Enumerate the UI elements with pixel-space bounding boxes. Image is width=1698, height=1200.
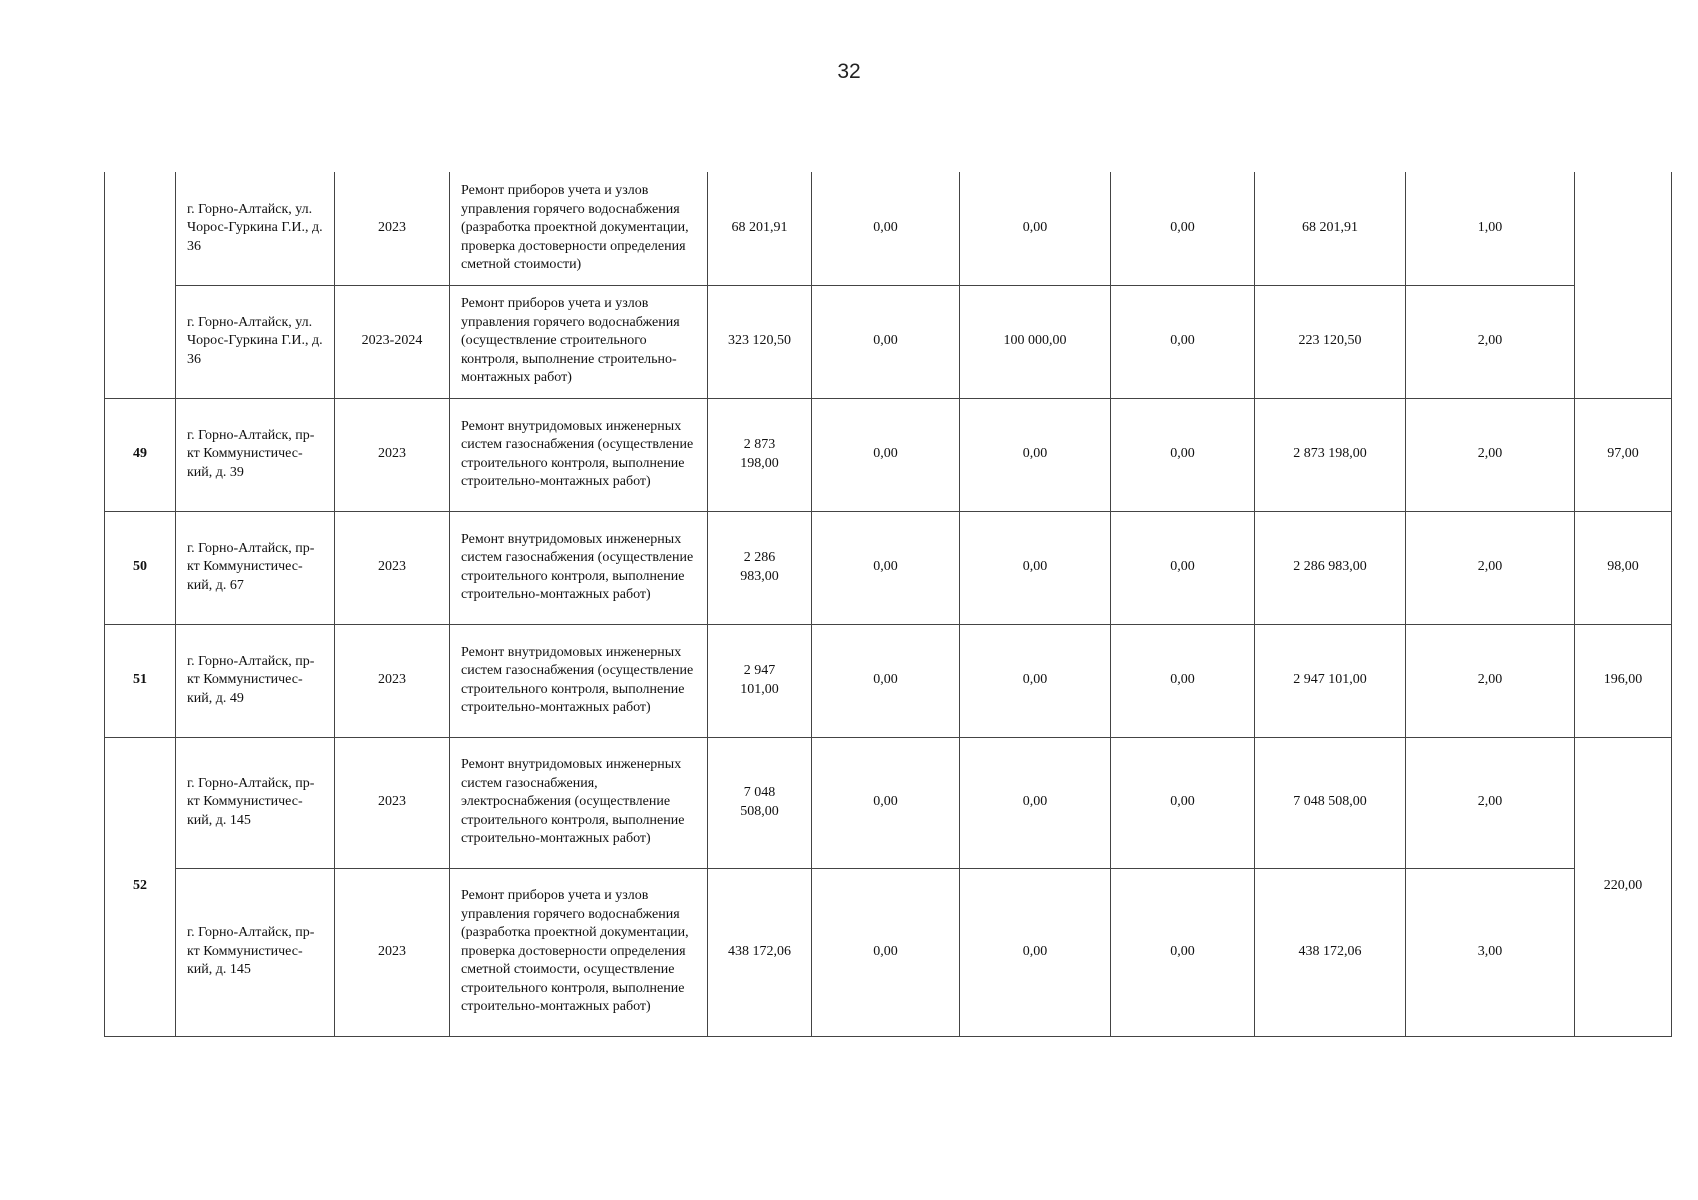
work-description-cell: Ремонт внутридомовых инженерных систем газоснабжения, электроснабжения (осуществление строительного контроля, выполнение строительно-монтажных работ) xyxy=(450,737,708,868)
last-column-cell: 98,00 xyxy=(1575,511,1672,624)
last-column-cell xyxy=(1575,172,1672,398)
row-number-cell: 50 xyxy=(105,511,176,624)
total-cost-cell: 323 120,50 xyxy=(708,285,812,398)
amount-cell: 2 286 983,00 xyxy=(1255,511,1406,624)
years-cell: 2023 xyxy=(335,511,450,624)
amount-cell: 0,00 xyxy=(812,868,960,1036)
address-cell: г. Горно-Алтайск, ул. Чорос-Гуркина Г.И., д. 36 xyxy=(176,285,335,398)
address-cell: г. Горно-Алтайск, пр-кт Коммунистичес-кий, д. 67 xyxy=(176,511,335,624)
table-row xyxy=(105,737,1672,868)
table-row xyxy=(105,511,1672,624)
amount-cell: 2 947 101,00 xyxy=(1255,624,1406,737)
work-description-cell: Ремонт приборов учета и узлов управления горячего водоснабжения (разработка проектной документации, проверка достоверности определения сметной стоимости, осуществление строительного контроля, выполнение строительно-монтажных работ) xyxy=(450,868,708,1036)
last-column-cell: 196,00 xyxy=(1575,624,1672,737)
value-cell: 2,00 xyxy=(1406,624,1575,737)
address-cell: г. Горно-Алтайск, пр-кт Коммунистичес-кий, д. 145 xyxy=(176,737,335,868)
years-cell: 2023 xyxy=(335,737,450,868)
value-cell: 2,00 xyxy=(1406,398,1575,511)
amount-cell: 0,00 xyxy=(1111,868,1255,1036)
amount-cell: 0,00 xyxy=(1111,624,1255,737)
page-number: 32 xyxy=(837,60,861,83)
table-row xyxy=(105,398,1672,511)
amount-cell: 0,00 xyxy=(1111,398,1255,511)
address-cell: г. Горно-Алтайск, ул. Чорос-Гуркина Г.И., д. 36 xyxy=(176,172,335,285)
amount-cell: 0,00 xyxy=(812,624,960,737)
total-cost-cell: 2 873 198,00 xyxy=(708,398,812,511)
table-row xyxy=(105,868,1672,1036)
amount-cell: 0,00 xyxy=(960,624,1111,737)
value-cell: 1,00 xyxy=(1406,172,1575,285)
amount-cell: 0,00 xyxy=(812,285,960,398)
last-column-cell: 97,00 xyxy=(1575,398,1672,511)
amount-cell: 0,00 xyxy=(1111,511,1255,624)
table-row xyxy=(105,172,1672,285)
amount-cell: 0,00 xyxy=(960,172,1111,285)
amount-cell: 0,00 xyxy=(960,868,1111,1036)
amount-cell: 0,00 xyxy=(1111,285,1255,398)
amount-cell: 0,00 xyxy=(812,511,960,624)
value-cell: 3,00 xyxy=(1406,868,1575,1036)
amount-cell: 0,00 xyxy=(812,172,960,285)
table-row xyxy=(105,285,1672,398)
work-description-cell: Ремонт внутридомовых инженерных систем газоснабжения (осуществление строительного контроля, выполнение строительно-монтажных работ) xyxy=(450,398,708,511)
total-cost-cell: 438 172,06 xyxy=(708,868,812,1036)
work-description-cell: Ремонт внутридомовых инженерных систем газоснабжения (осуществление строительного контроля, выполнение строительно-монтажных работ) xyxy=(450,624,708,737)
address-cell: г. Горно-Алтайск, пр-кт Коммунистичес-кий, д. 145 xyxy=(176,868,335,1036)
amount-cell: 2 873 198,00 xyxy=(1255,398,1406,511)
years-cell: 2023 xyxy=(335,624,450,737)
amount-cell: 0,00 xyxy=(812,398,960,511)
total-cost-cell: 2 947 101,00 xyxy=(708,624,812,737)
last-column-cell: 220,00 xyxy=(1575,737,1672,1036)
amount-cell: 100 000,00 xyxy=(960,285,1111,398)
amount-cell: 0,00 xyxy=(960,737,1111,868)
address-cell: г. Горно-Алтайск, пр-кт Коммунистичес-кий, д. 39 xyxy=(176,398,335,511)
amount-cell: 68 201,91 xyxy=(1255,172,1406,285)
amount-cell: 0,00 xyxy=(1111,737,1255,868)
address-cell: г. Горно-Алтайск, пр-кт Коммунистичес-кий, д. 49 xyxy=(176,624,335,737)
years-cell: 2023 xyxy=(335,172,450,285)
row-number-cell: 51 xyxy=(105,624,176,737)
years-cell: 2023 xyxy=(335,398,450,511)
total-cost-cell: 68 201,91 xyxy=(708,172,812,285)
row-number-cell: 52 xyxy=(105,737,176,1036)
value-cell: 2,00 xyxy=(1406,285,1575,398)
value-cell: 2,00 xyxy=(1406,737,1575,868)
years-cell: 2023 xyxy=(335,868,450,1036)
value-cell: 2,00 xyxy=(1406,511,1575,624)
work-description-cell: Ремонт внутридомовых инженерных систем газоснабжения (осуществление строительного контроля, выполнение строительно-монтажных работ) xyxy=(450,511,708,624)
amount-cell: 0,00 xyxy=(960,398,1111,511)
row-number-cell xyxy=(105,172,176,398)
years-cell: 2023-2024 xyxy=(335,285,450,398)
row-number-cell: 49 xyxy=(105,398,176,511)
total-cost-cell: 2 286 983,00 xyxy=(708,511,812,624)
total-cost-cell: 7 048 508,00 xyxy=(708,737,812,868)
amount-cell: 223 120,50 xyxy=(1255,285,1406,398)
amount-cell: 0,00 xyxy=(960,511,1111,624)
amount-cell: 0,00 xyxy=(1111,172,1255,285)
amount-cell: 0,00 xyxy=(812,737,960,868)
amount-cell: 7 048 508,00 xyxy=(1255,737,1406,868)
table-row xyxy=(105,624,1672,737)
repair-works-table xyxy=(104,172,1672,1037)
work-description-cell: Ремонт приборов учета и узлов управления горячего водоснабжения (осуществление строительного контроля, выполнение строительно-монтажных работ) xyxy=(450,285,708,398)
amount-cell: 438 172,06 xyxy=(1255,868,1406,1036)
work-description-cell: Ремонт приборов учета и узлов управления горячего водоснабжения (разработка проектной документации, проверка достоверности определения сметной стоимости) xyxy=(450,172,708,285)
